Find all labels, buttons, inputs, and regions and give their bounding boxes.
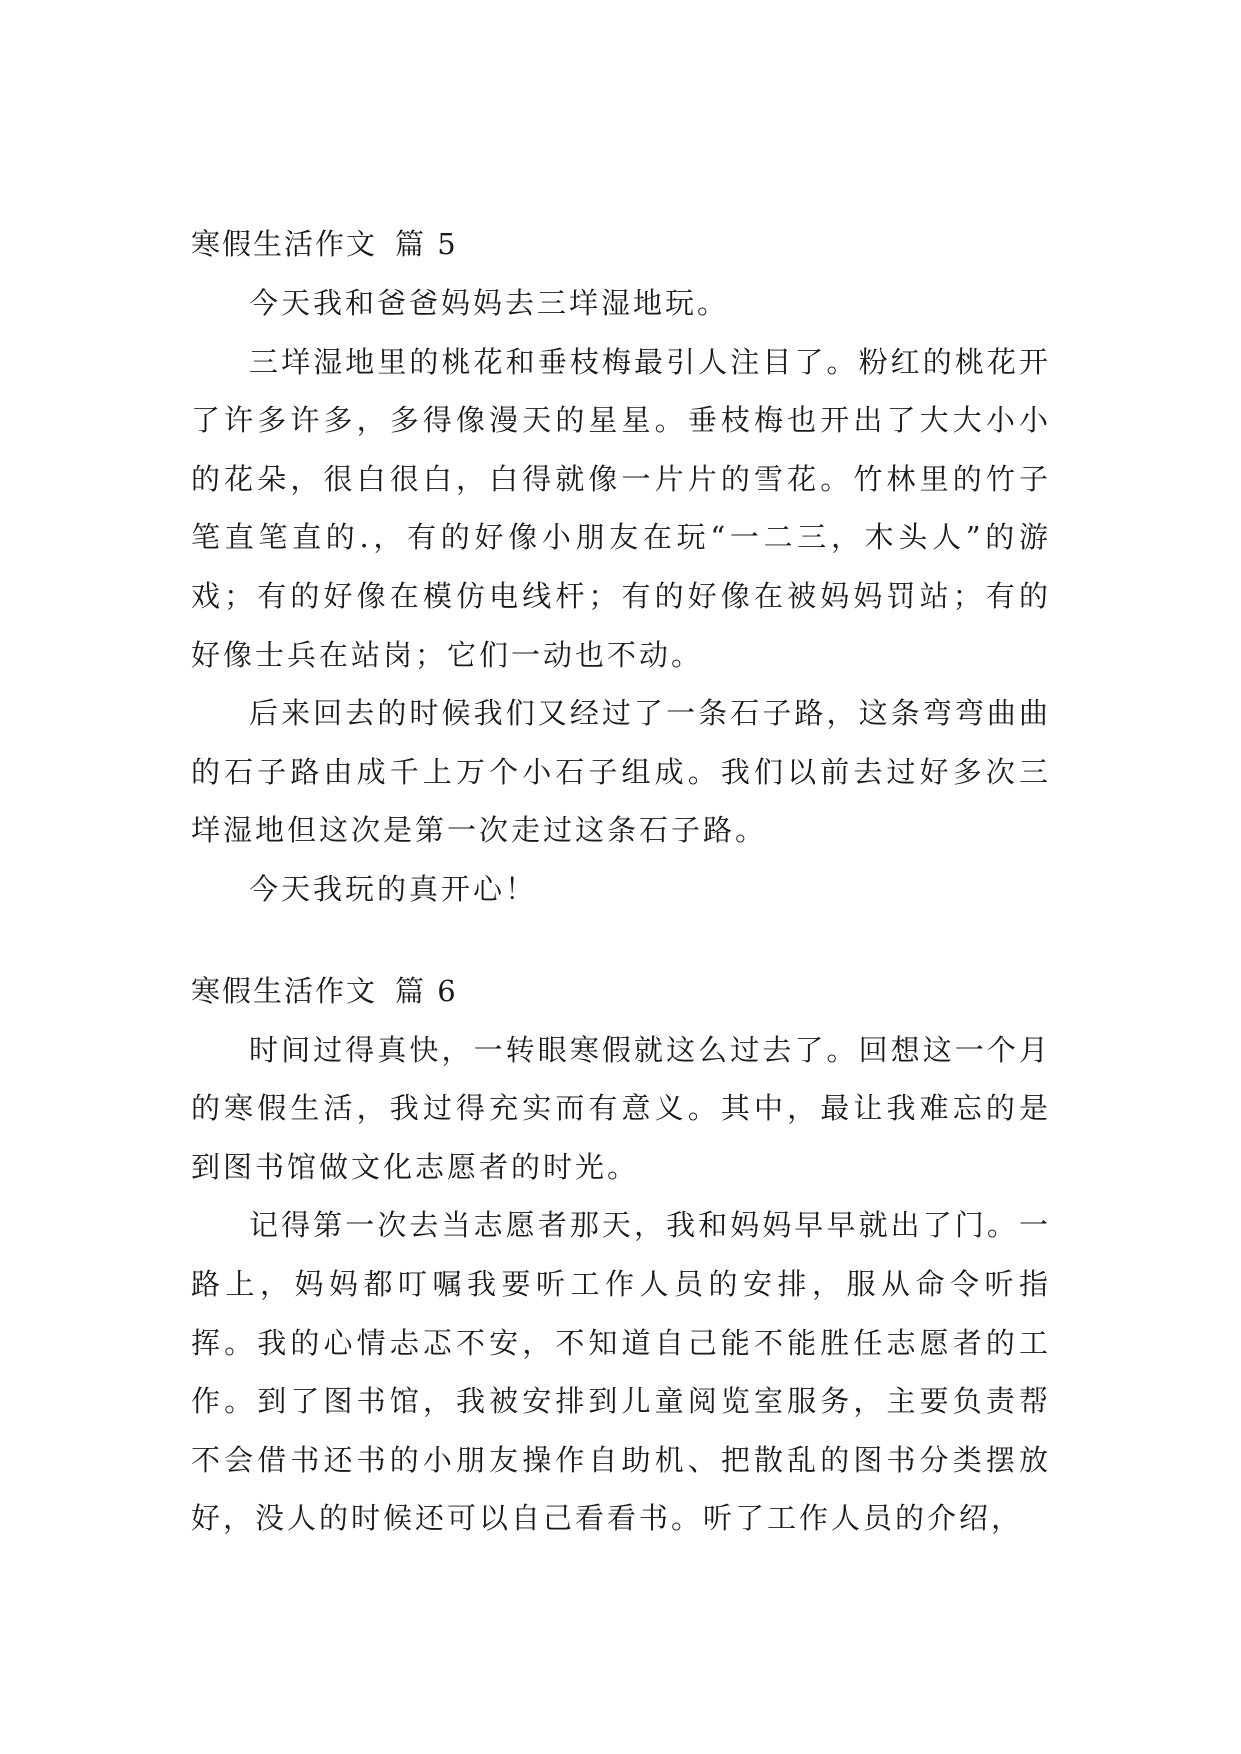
essay-section-6 — [191, 961, 1051, 1548]
section-title: 寒假生活作文 — [191, 973, 378, 1008]
section-heading — [191, 961, 1051, 1021]
document-body — [191, 214, 1051, 1548]
section-number: 篇 5 — [395, 227, 458, 261]
essay-section-5 — [191, 214, 1051, 919]
paragraph: 今天我玩的真开心！ — [249, 871, 538, 906]
section-title: 寒假生活作文 — [191, 227, 378, 261]
section-number: 篇 6 — [395, 973, 458, 1008]
section-heading — [191, 214, 1051, 274]
paragraph: 记得第一次去当志愿者那天，我和妈妈早早就出了门。一路上，妈妈都叮嘱我要听工作人员的安排，服从命令听指挥。我的心情忐忑不安，不知道自己能不能胜任志愿者的工作。到了图书馆，我被安排到儿童阅览室服务，主要负责帮不会借书还书的小朋友操作自助机、把散乱的图书分类摆放好，没人的时候还可以自己看看书。听了工作人员的介绍， — [191, 1208, 1051, 1536]
paragraph: 时间过得真快，一转眼寒假就这么过去了。回想这一个月的寒假生活，我过得充实而有意义。其中，最让我难忘的是到图书馆做文化志愿者的时光。 — [191, 1032, 1051, 1184]
paragraph: 今天我和爸爸妈妈去三垟湿地玩。 — [249, 286, 730, 320]
paragraph: 三垟湿地里的桃花和垂枝梅最引人注目了。粉红的桃花开了许多许多，多得像漫天的星星。垂枝梅也开出了大大小小的花朵，很白很白，白得就像一片片的雪花。竹林里的竹子笔直笔直的.，有的好像小朋友在玩“一二三，木头人”的游戏；有的好像在模仿电线杆；有的好像在被妈妈罚站；有的好像士兵在站岗；它们一动也不动。 — [191, 344, 1051, 672]
paragraph: 后来回去的时候我们又经过了一条石子路，这条弯弯曲曲的石子路由成千上万个小石子组成。我们以前去过好多次三垟湿地但这次是第一次走过这条石子路。 — [191, 696, 1051, 848]
